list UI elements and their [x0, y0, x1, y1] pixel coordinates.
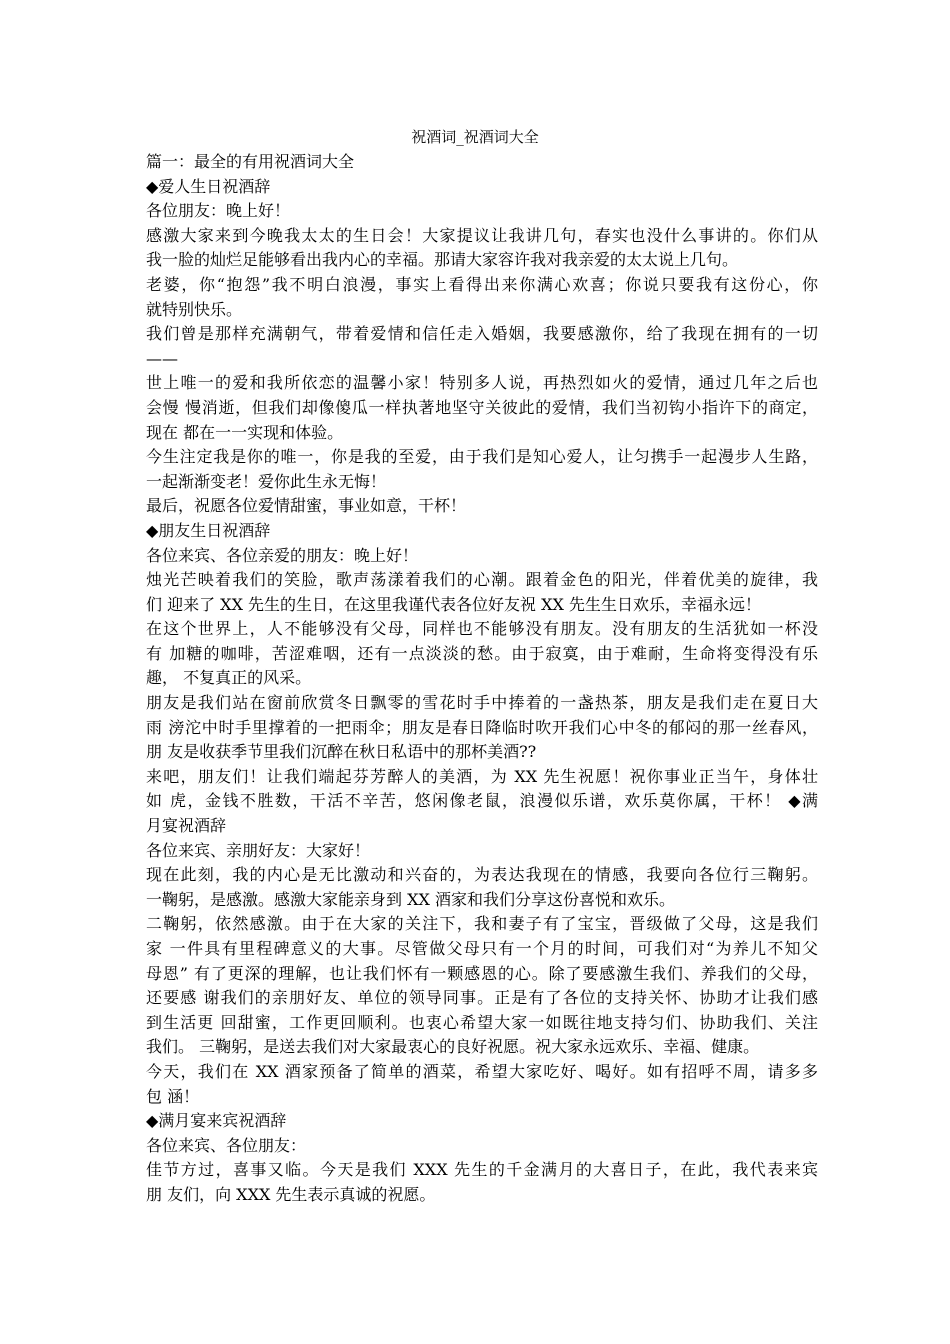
text-line: 现在此刻，我的内心是无比激动和兴奋的，为表达我现在的情感，我要向各位行三鞠躬。	[146, 865, 818, 885]
text-line: 老婆，你“抱怨”我不明白浪漫，事实上看得出来你满心欢喜；你说只要我有这份心，你	[146, 274, 818, 294]
text-line: 会慢 慢消逝，但我们却像傻瓜一样执著地坚守关彼此的爱情，我们当初钩小指许下的商定，	[146, 397, 818, 417]
text-line: 如 虎，金钱不胜数，干活不辛苦，悠闲像老鼠，浪漫似乐谱，欢乐莫你属，干杯！ ◆满	[146, 791, 818, 811]
text-line: 朋 友是收获季节里我们沉醉在秋日私语中的那杯美酒??	[146, 742, 537, 762]
text-line: 二鞠躬，依然感激。由于在大家的关注下，我和妻子有了宝宝，晋级做了父母，这是我们	[146, 914, 818, 934]
text-line: ——	[146, 348, 178, 368]
text-line: 朋友是我们站在窗前欣赏冬日飘零的雪花时手中捧着的一盏热茶，朋友是我们走在夏日大	[146, 693, 818, 713]
text-line: 各位来宾、各位朋友：	[146, 1135, 307, 1155]
text-line: 今生注定我是你的唯一，你是我的至爱，由于我们是知心爱人，让匀携手一起漫步人生路，	[146, 447, 818, 467]
text-line: 到生活更 回甜蜜，工作更回顺利。也衷心希望大家一如既往地支持匀们、协助我们、关注	[146, 1012, 818, 1032]
text-line: 有 加糖的咖啡，苦涩难咽，还有一点淡淡的愁。由于寂寞，由于难耐，生命将变得没有乐	[146, 643, 818, 663]
text-line: 篇一：最全的有用祝酒词大全	[146, 152, 355, 171]
text-line: 包 涵！	[146, 1086, 200, 1106]
text-line: 我们曾是那样充满朝气，带着爱情和信任走入婚姻，我要感激你，给了我现在拥有的一切	[146, 324, 818, 344]
text-line: 家 一件具有里程碑意义的大事。尽管做父母只有一个月的时间，可我们对“为养儿不知父	[146, 939, 818, 958]
text-line: 趣， 不复真正的风采。	[146, 668, 312, 688]
text-line: 雨 滂沱中时手里撑着的一把雨伞；朋友是春日降临时吹开我们心中冬的郁闷的那一丝春风，	[146, 717, 818, 737]
text-line: 现在 都在一一实现和体验。	[146, 422, 344, 442]
text-line: 各位来宾、亲朋好友：大家好！	[146, 840, 371, 860]
text-line: 烛光芒映着我们的笑脸，歌声荡漾着我们的心潮。跟着金色的阳光，伴着优美的旋律，我	[146, 570, 818, 590]
text-line: 月宴祝酒辞	[146, 816, 227, 836]
text-line: 最后，祝愿各位爱情甜蜜，事业如意，干杯！	[146, 496, 467, 516]
text-line: 们 迎来了 XX 先生的生日，在这里我谨代表各位好友祝 XX 先生生日欢乐，幸福永远！	[146, 594, 761, 614]
text-line: 我们。 三鞠躬，是送去我们对大家最衷心的良好祝愿。祝大家永远欢乐、幸福、健康。	[146, 1037, 760, 1057]
text-line: 一起渐渐变老！爱你此生永无悔！	[146, 471, 387, 491]
text-line: ◆满月宴来宾祝酒辞	[146, 1111, 287, 1131]
text-line: 还要感 谢我们的亲朋好友、单位的领导同事。正是有了各位的支持关怀、协助才让我们感	[146, 988, 818, 1008]
text-line: 佳节方过，喜事又临。今天是我们 XXX 先生的千金满月的大喜日子，在此，我代表来宾	[146, 1160, 818, 1180]
text-line: 朋 友们，向 XXX 先生表示真诚的祝愿。	[146, 1184, 436, 1204]
document-body	[146, 150, 818, 1208]
text-line: 就特别快乐。	[146, 299, 243, 319]
text-line: 世上唯一的爱和我所依恋的温馨小家！特别多人说，再热烈如火的爱情，通过几年之后也	[146, 373, 818, 393]
text-line: 今天，我们在 XX 酒家预备了简单的酒菜，希望大家吃好、喝好。如有招呼不周，请多多	[146, 1061, 818, 1081]
text-line: 各位朋友：晚上好！	[146, 201, 291, 221]
text-line: 我一脸的灿烂足能够看出我内心的幸福。那请大家容许我对我亲爱的太太说上几句。	[146, 250, 739, 270]
text-line: 各位来宾、各位亲爱的朋友：晚上好！	[146, 545, 419, 565]
text-line: 来吧，朋友们！让我们端起芬芳醉人的美酒，为 XX 先生祝愿！祝你事业正当午，身体壮	[146, 766, 818, 786]
text-line: 一鞠躬，是感激。感激大家能亲身到 XX 酒家和我们分享这份喜悦和欢乐。	[146, 889, 675, 909]
text-line: 感激大家来到今晚我太太的生日会！大家提议让我讲几句，春实也没什么事讲的。你们从	[146, 225, 818, 245]
text-line: 母恩” 有了更深的理解，也让我们怀有一颗感恩的心。除了要感激生我们、养我们的父母，	[146, 963, 818, 983]
text-line: 在这个世界上，人不能够没有父母，同样也不能够没有朋友。没有朋友的生活犹如一杯没	[146, 619, 818, 639]
text-line: ◆朋友生日祝酒辞	[146, 520, 271, 540]
text-line: ◆爱人生日祝酒辞	[146, 176, 271, 196]
document-title: 祝酒词_祝酒词大全	[411, 128, 539, 146]
